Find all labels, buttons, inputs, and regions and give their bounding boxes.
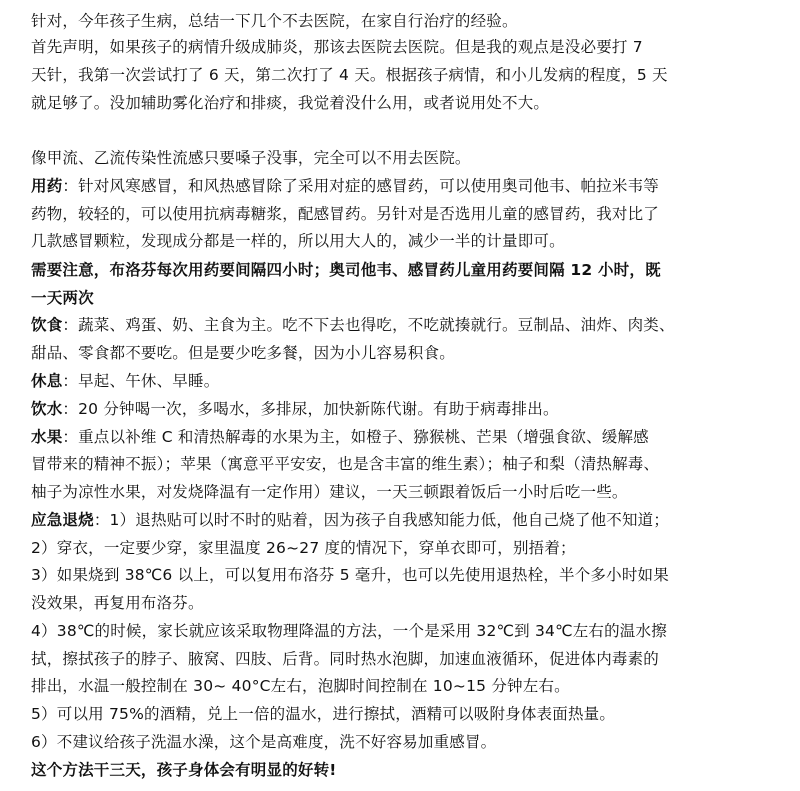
text-line-25: 5）可以用 75%的酒精，兑上一倍的温水，进行擦拭，酒精可以吸附身体表面热量。 [31, 705, 616, 723]
text-line-21: 没效果，再复用布洛芬。 [31, 594, 204, 612]
text-line-10-note: 一天两次 [31, 289, 94, 307]
text-line-11: 饮食：蔬菜、鸡蛋、奶、主食为主。吃不下去也得吃，不吃就揍就行。豆制品、油炸、肉类、 [31, 316, 675, 334]
text-line-24: 排出，水温一般控制在 30~ 40°C左右，泡脚时间控制在 10~15 分钟左右。 [31, 677, 570, 695]
section-label-diet: 饮食 [31, 316, 63, 334]
text-line-9-note: 需要注意，布洛芬每次用药要间隔四小时；奥司他韦、感冒药儿童用药要间隔 12 小时，既 [31, 261, 661, 279]
section-label-water: 饮水 [31, 400, 63, 418]
text-line-8: 几款感冒颗粒，发现成分都是一样的，所以用大人的，减少一半的计量即可。 [31, 232, 565, 250]
text-line-23: 拭，擦拭孩子的脖子、腋窝、四肢、后背。同时热水泡脚，加速血液循环，促进体内毒素的 [31, 650, 660, 668]
text-line-17: 柚子为凉性水果，对发烧降温有一定作用）建议，一天三顿跟着饭后一小时后吃一些。 [31, 483, 628, 501]
text-line-13: 休息：早起、午休、早睡。 [31, 372, 220, 390]
text-line-26: 6）不建议给孩子洗温水澡，这个是高难度，洗不好容易加重感冒。 [31, 733, 497, 751]
text-line-27-conclusion: 这个方法干三天，孩子身体会有明显的好转! [31, 761, 337, 779]
text-line-15: 水果：重点以补维 C 和清热解毒的水果为主，如橙子、猕猴桃、芒果（增强食欲、缓解感 [31, 428, 649, 446]
text-line-20: 3）如果烧到 38℃6 以上，可以复用布洛芬 5 毫升，也可以先使用退热栓，半个多小时如果 [31, 566, 669, 584]
text-line-2: 首先声明，如果孩子的病情升级成肺炎，那该去医院去医院。但是我的观点是没必要打 7 [31, 38, 643, 56]
text-line-12: 甜品、零食都不要吃。但是要少吃多餐，因为小儿容易积食。 [31, 344, 455, 362]
text-line-5: 像甲流、乙流传染性流感只要嗓子没事，完全可以不用去医院。 [31, 149, 471, 167]
section-label-rest: 休息 [31, 372, 63, 390]
section-label-fruit: 水果 [31, 428, 63, 446]
section-label-medication: 用药 [31, 177, 63, 195]
text-line-1: 针对，今年孩子生病，总结一下几个不去医院，在家自行治疗的经验。 [31, 12, 518, 30]
text-line-14: 饮水：20 分钟喝一次，多喝水，多排尿，加快新陈代谢。有助于病毒排出。 [31, 400, 559, 418]
text-line-22: 4）38℃的时候，家长就应该采取物理降温的方法，一个是采用 32℃到 34℃左右的温水擦 [31, 622, 667, 640]
text-line-6: 用药：针对风寒感冒，和风热感冒除了采用对症的感冒药，可以使用奥司他韦、帕拉米韦等 [31, 177, 660, 195]
section-label-fever: 应急退烧 [31, 511, 94, 529]
text-line-7: 药物，较轻的，可以使用抗病毒糖浆，配感冒药。另针对是否选用儿童的感冒药，我对比了 [31, 205, 660, 223]
text-line-19: 2）穿衣，一定要少穿，家里温度 26~27 度的情况下，穿单衣即可，别捂着； [31, 539, 576, 557]
text-line-3: 天针，我第一次尝试打了 6 天，第二次打了 4 天。根据孩子病情，和小儿发病的程度，5 天 [31, 66, 668, 84]
text-line-4: 就足够了。没加辅助雾化治疗和排痰，我觉着没什么用，或者说用处不大。 [31, 94, 550, 112]
text-line-18: 应急退烧：1）退热贴可以时不时的贴着，因为孩子自我感知能力低，他自己烧了他不知道； [31, 511, 670, 529]
text-line-16: 冒带来的精神不振）；苹果（寓意平平安安，也是含丰富的维生素）；柚子和梨（清热解毒、 [31, 455, 660, 473]
